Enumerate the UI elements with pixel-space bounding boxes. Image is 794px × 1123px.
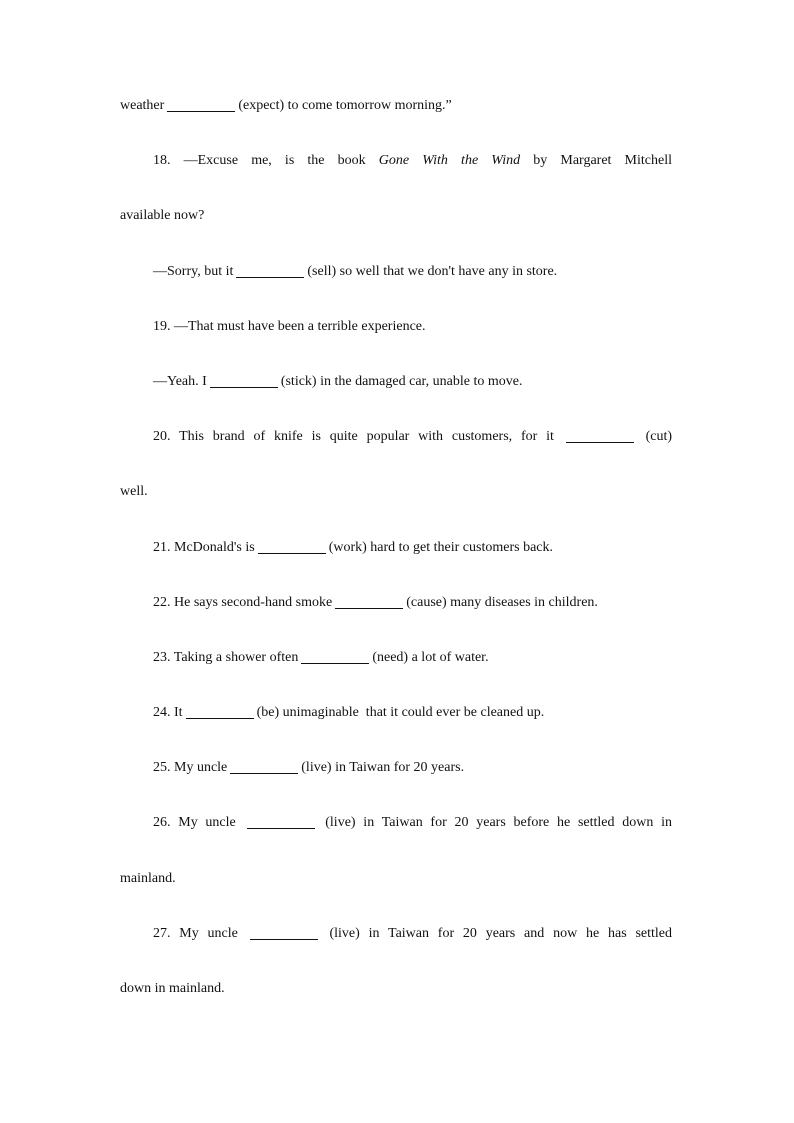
line-text: —Sorry, but it xyxy=(153,264,234,279)
answer-blank-26 xyxy=(247,814,315,829)
line-text: (need) a lot of water. xyxy=(372,650,489,665)
question-26-line-1 xyxy=(153,813,672,833)
line-text: mainland. xyxy=(120,871,176,886)
answer-blank-20 xyxy=(566,428,634,443)
line-text: available now? xyxy=(120,208,205,223)
question-19-answer-line xyxy=(153,372,672,392)
line-text: (work) hard to get their customers back. xyxy=(328,540,554,555)
line-text: down in mainland. xyxy=(120,981,225,996)
question-20-line-2 xyxy=(120,482,672,502)
question-18-answer-line xyxy=(153,262,672,282)
answer-blank-18 xyxy=(236,263,304,278)
line-text: (live) in Taiwan for 20 years and now he has settled xyxy=(329,926,672,941)
line-text: 22. He says second-hand smoke xyxy=(153,595,333,610)
question-27-line-2 xyxy=(120,979,672,999)
question-26-line-2 xyxy=(120,869,672,889)
answer-blank-23 xyxy=(301,649,369,664)
question-27-line-1 xyxy=(153,924,672,944)
line-text: 23. Taking a shower often xyxy=(153,650,299,665)
line-text: —Yeah. I xyxy=(153,374,207,389)
line-text: 25. My uncle xyxy=(153,760,228,775)
question-19-line-1 xyxy=(153,317,672,337)
book-title: Gone With the Wind xyxy=(378,153,521,168)
line-text: 24. It xyxy=(153,705,183,720)
answer-blank-21 xyxy=(258,539,326,554)
line-text: (expect) to come tomorrow morning.” xyxy=(238,98,452,113)
question-18-line-1 xyxy=(153,151,672,171)
line-text: (be) unimaginable that it could ever be cleaned up. xyxy=(256,705,545,720)
answer-blank-22 xyxy=(335,594,403,609)
line-17-continuation xyxy=(120,96,672,116)
question-25 xyxy=(153,758,672,778)
question-22 xyxy=(153,593,672,613)
line-text: (cause) many diseases in children. xyxy=(406,595,598,610)
line-text: 20. This brand of knife is quite popular with customers, for it xyxy=(153,429,554,444)
line-text: (stick) in the damaged car, unable to move. xyxy=(280,374,523,389)
question-18-line-2 xyxy=(120,206,672,226)
line-text: (live) in Taiwan for 20 years before he settled down in xyxy=(325,815,673,830)
line-text: 21. McDonald's is xyxy=(153,540,255,555)
line-text: 27. My uncle xyxy=(153,926,238,941)
line-text: well. xyxy=(120,484,148,499)
line-text: 19. —That must have been a terrible experience. xyxy=(153,319,426,334)
question-23 xyxy=(153,648,672,668)
answer-blank-19 xyxy=(210,373,278,388)
line-text: (live) in Taiwan for 20 years. xyxy=(301,760,465,775)
answer-blank-17 xyxy=(167,97,235,112)
line-text: by Margaret Mitchell xyxy=(533,153,672,168)
line-text: (cut) xyxy=(645,429,672,444)
question-20-line-1 xyxy=(153,427,672,447)
answer-blank-24 xyxy=(186,704,254,719)
answer-blank-25 xyxy=(230,759,298,774)
line-text: 18. —Excuse me, is the book xyxy=(153,153,366,168)
question-24 xyxy=(153,703,672,723)
line-text: weather xyxy=(120,98,165,113)
question-21 xyxy=(153,538,672,558)
line-text: 26. My uncle xyxy=(153,815,236,830)
answer-blank-27 xyxy=(250,925,318,940)
line-text: (sell) so well that we don't have any in store. xyxy=(307,264,558,279)
